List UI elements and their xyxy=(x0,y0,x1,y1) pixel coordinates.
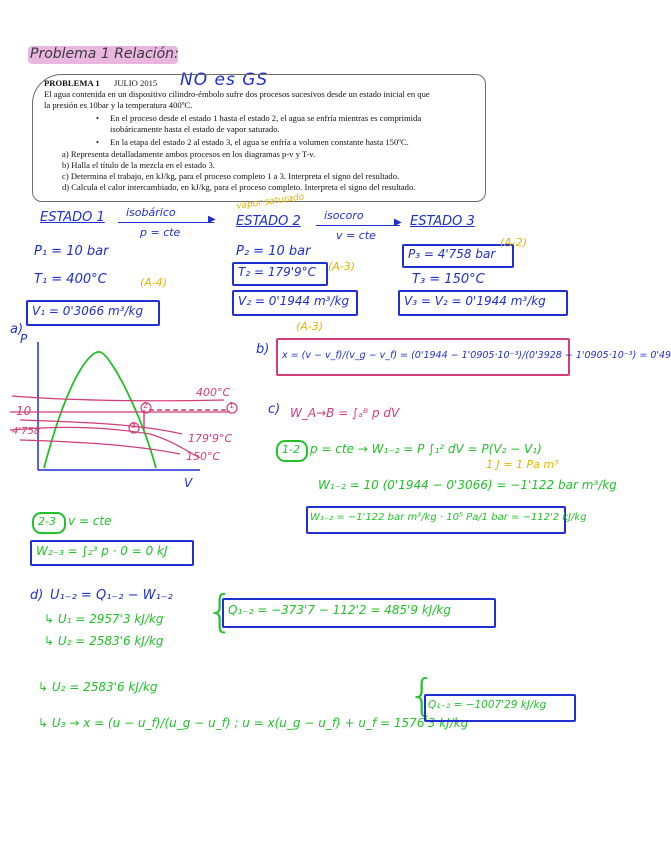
isotherm-400-label: 400°C xyxy=(196,386,231,399)
state1-temperature: T₁ = 400°C xyxy=(34,272,107,287)
isotherm-150-label: 150°C xyxy=(186,450,221,463)
part-c-label: c) xyxy=(268,402,281,417)
point3-label: 3 xyxy=(131,421,137,430)
state1-pressure: P₁ = 10 bar xyxy=(34,244,109,259)
problem-item-b: b) Halla el título de la mezcla en el estado 3. xyxy=(62,160,215,170)
w23-result: W₂₋₃ = ∫₂³ p · 0 = 0 kJ xyxy=(36,544,168,558)
state2-ref-v: (A-3) xyxy=(296,320,324,333)
q-total-brace: { xyxy=(408,670,436,721)
problem-bullet1-line2: isobáricamente hasta el estado de vapor saturado. xyxy=(110,124,280,134)
state2-ref-t: (A-3) xyxy=(328,260,356,273)
state1-ref: (A-4) xyxy=(140,276,168,289)
step-1-2-tag: 1-2 xyxy=(282,443,300,456)
state3-temperature: T₃ = 150°C xyxy=(412,272,485,287)
u2-value-again: ↳ U₂ = 2583'6 kJ/kg xyxy=(38,680,158,694)
problem-label: PROBLEMA 1 xyxy=(44,78,100,88)
step-2-3-tag: 2-3 xyxy=(38,515,56,528)
state2-pressure: P₂ = 10 bar xyxy=(236,244,311,259)
arrow12-line xyxy=(118,222,214,223)
energy-balance: U₁₋₂ = Q₁₋₂ − W₁₋₂ xyxy=(50,588,173,603)
problem-date: JULIO 2015 xyxy=(114,78,158,88)
q12-result: Q₁₋₂ = −373'7 − 112'2 = 485'9 kJ/kg xyxy=(228,603,451,617)
w12-calculation: W₁₋₂ = 10 (0'1944 − 0'3066) = −1'122 bar m³/kg xyxy=(318,478,617,492)
point1-label: 1 xyxy=(229,401,235,410)
part-a-label: a) xyxy=(10,322,24,337)
unit-note: 1 J = 1 Pa m³ xyxy=(486,458,559,471)
u2-value: ↳ U₂ = 2583'6 kJ/kg xyxy=(44,634,164,648)
problem-item-a: a) Representa detalladamente ambos procesos en los diagramas p-v y T-v. xyxy=(62,149,316,159)
arrow23-line xyxy=(316,225,400,226)
bullet-dot-1: • xyxy=(96,113,100,123)
problem-item-d: d) Calcula el calor intercambiado, en kJ/kg, para el proceso completo. Interpreta el signo del resultado. xyxy=(62,182,416,192)
state3-label: ESTADO 3 xyxy=(410,214,475,229)
bullet-dot-2: • xyxy=(96,137,100,147)
work-definition: W_A→B = ∫ₐᴮ p dV xyxy=(290,406,400,420)
state3-pressure: P₃ = 4'758 bar xyxy=(408,247,496,261)
point2-label: 2 xyxy=(143,401,149,410)
isotherm-1799-label: 179'9°C xyxy=(188,432,233,445)
step-1-2-formula: p = cte → W₁₋₂ = P ∫₁² dV = P(V₂ − V₁) xyxy=(310,442,542,456)
state1-label: ESTADO 1 xyxy=(40,210,105,225)
problem-intro-line2: la presión es 10bar y la temperatura 400ºC. xyxy=(44,100,193,110)
isotherm-150 xyxy=(20,440,180,454)
part-b-formula: x = (v − v_f)/(v_g − v_f) = (0'1944 − 1'0905·10⁻³)/(0'3928 − 1'0905·10⁻³) = 0'49 xyxy=(282,350,671,361)
v-axis-label: V xyxy=(184,476,193,490)
arrow23-top: isocoro xyxy=(324,209,364,222)
q12-brace: { xyxy=(206,586,234,637)
part-b-label: b) xyxy=(256,342,270,357)
state1-volume: V₁ = 0'3066 m³/kg xyxy=(32,304,144,318)
q-total-result: Q₁₋₂ = −1007'29 kJ/kg xyxy=(428,699,547,711)
arrow23-head: ▶ xyxy=(394,217,402,228)
u3-calculation: ↳ U₃ → x = (u − u_f)/(u_g − u_f) ; u = x(u_g − u_f) + u_f = 1576'3 kJ/kg xyxy=(38,716,469,730)
problem-intro-line1: El agua contenida en un dispositivo cilindro-émbolo sufre dos procesos sucesivos desde un estado inicial en que xyxy=(44,89,430,99)
isotherm-400 xyxy=(12,396,224,401)
arrow12-top: isobárico xyxy=(126,206,176,219)
problem-bullet2: En la etapa del estado 2 al estado 3, el agua se enfría a volumen constante hasta 150ºC. xyxy=(110,137,409,147)
pv-axes xyxy=(38,342,200,470)
isotherm-1799 xyxy=(20,420,182,434)
arrow23-bottom: v = cte xyxy=(336,229,376,242)
p-tick-10: 10 xyxy=(16,404,32,418)
arrow12-bottom: p = cte xyxy=(140,226,181,239)
state3-ref: (A-2) xyxy=(500,236,528,249)
p-tick-4758: 4'758 xyxy=(12,426,41,437)
w12-result: W₁₋₂ = −1'122 bar m³/kg · 10⁵ Pa/1 bar = −112'2 kJ/kg xyxy=(310,512,587,523)
step-2-3-condition: v = cte xyxy=(68,514,112,528)
p-axis-label: P xyxy=(20,332,28,346)
problem-item-c: c) Determina el trabajo, en kJ/kg, para el proceso completo 1 a 3. Interpreta el signo del resultado. xyxy=(62,171,400,181)
page-title: Problema 1 Relación: xyxy=(30,46,179,62)
state2-volume: V₂ = 0'1944 m³/kg xyxy=(238,294,350,308)
arrow12-head: ▶ xyxy=(208,214,216,225)
state3-volume: V₃ = V₂ = 0'1944 m³/kg xyxy=(404,294,546,308)
state2-temperature: T₂ = 179'9°C xyxy=(238,265,317,279)
saturated-note: vapor saturado xyxy=(235,192,305,212)
saturation-dome xyxy=(44,352,156,468)
state2-label: ESTADO 2 xyxy=(236,214,301,229)
u1-value: ↳ U₁ = 2957'3 kJ/kg xyxy=(44,612,164,626)
part-d-label: d) xyxy=(30,588,44,603)
pv-diagram xyxy=(0,330,250,500)
note-no-gs: NO es GS xyxy=(180,70,269,90)
problem-bullet1-line1: En el proceso desde el estado 1 hasta el estado 2, el agua se enfría mientras es comprimida xyxy=(110,113,422,123)
